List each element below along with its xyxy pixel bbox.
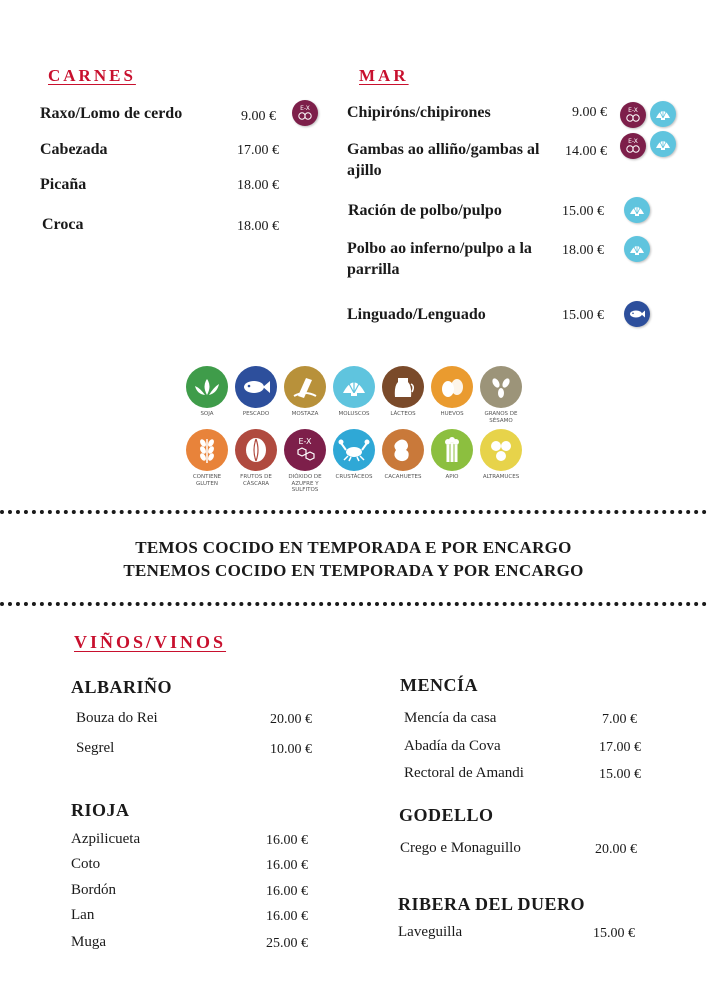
- shell-icon: [624, 197, 650, 223]
- carnes-item-price: 9.00 €: [241, 109, 276, 124]
- carnes-item-name: Raxo/Lomo de cerdo: [40, 105, 183, 122]
- crab-icon: [333, 429, 375, 471]
- wine-name: Bordón: [71, 882, 116, 898]
- wine-price: 15.00 €: [599, 767, 641, 782]
- allergen-crab: [332, 429, 376, 481]
- wine-name: Azpilicueta: [71, 831, 141, 847]
- allergen-wheat: [185, 429, 229, 487]
- allergen-label: CACAHUETES: [384, 474, 422, 480]
- allergen-label: PESCADO: [242, 411, 270, 417]
- mar-item-price: 15.00 €: [562, 308, 604, 323]
- allergen-soy: [185, 366, 229, 418]
- wine-name: Crego e Monaguillo: [400, 840, 521, 856]
- wheat-icon: [186, 429, 228, 471]
- allergen-label: CRUSTÁCEOS: [335, 474, 373, 480]
- sulphite-icon: [284, 429, 326, 471]
- wine-name: Bouza do Rei: [76, 710, 158, 726]
- allergen-label: ALTRAMUCES: [482, 474, 520, 480]
- wine-name: Segrel: [76, 740, 115, 756]
- sulphite-icon: [292, 100, 318, 126]
- sulphite-icon: [620, 133, 646, 159]
- shell-icon: [624, 236, 650, 262]
- allergen-mustard: [283, 366, 327, 418]
- cocido-line-gl: TEMOS COCIDO EN TEMPORADA E POR ENCARGO: [135, 538, 572, 557]
- carnes-item-price: 17.00 €: [237, 143, 279, 158]
- allergen-label: DIÓXIDO DE AZUFRE Y SULFITOS: [288, 474, 322, 493]
- wine-name: Muga: [71, 934, 106, 950]
- wine-price: 16.00 €: [266, 884, 308, 899]
- mar-item-price: 9.00 €: [572, 105, 607, 120]
- wine-price: 25.00 €: [266, 936, 308, 951]
- wine-name: Coto: [71, 856, 101, 872]
- mar-item-name: Gambas ao alliño/gambas al ajillo: [347, 141, 540, 179]
- wine-price: 20.00 €: [595, 842, 637, 857]
- allergen-lupin: [479, 429, 523, 481]
- shell-icon: [650, 101, 676, 127]
- allergen-nut: [234, 429, 278, 487]
- divider: [0, 510, 707, 514]
- allergen-label: CONTIENE GLUTEN: [192, 474, 222, 487]
- celery-icon: [431, 429, 473, 471]
- wine-price: 16.00 €: [266, 833, 308, 848]
- shell-icon: [333, 366, 375, 408]
- ribera-title: RIBERA DEL DUERO: [398, 894, 586, 914]
- wine-name: Lan: [71, 907, 95, 923]
- wine-price: 16.00 €: [266, 858, 308, 873]
- carnes-item-name: Picaña: [40, 176, 87, 193]
- mustard-icon: [284, 366, 326, 408]
- mar-item-price: 18.00 €: [562, 243, 604, 258]
- allergen-peanut: [381, 429, 425, 481]
- mencia-title: MENCÍA: [400, 675, 478, 695]
- mar-item-name: Ración de polbo/pulpo: [348, 202, 502, 219]
- mar-item-name: Polbo ao inferno/pulpo a la parrilla: [347, 240, 532, 278]
- milk-icon: [382, 366, 424, 408]
- allergen-label: FRUTOS DE CÁSCARA: [240, 474, 272, 487]
- lupin-icon: [480, 429, 522, 471]
- allergen-sesame: [479, 366, 523, 424]
- wine-price: 10.00 €: [270, 742, 312, 757]
- allergen-label: HUEVOS: [440, 411, 464, 417]
- sulphite-icon: [620, 102, 646, 128]
- wine-price: 17.00 €: [599, 740, 641, 755]
- fish-icon: [624, 301, 650, 327]
- carnes-item-price: 18.00 €: [237, 178, 279, 193]
- wine-price: 7.00 €: [602, 712, 637, 727]
- allergen-label: LÁCTEOS: [390, 411, 416, 417]
- vinos-title: VIÑOS/VINOS: [74, 632, 227, 652]
- carnes-item-name: Croca: [42, 216, 84, 233]
- albarino-title: ALBARIÑO: [71, 677, 173, 697]
- allergen-label: APIO: [445, 474, 459, 480]
- svg-text:E-X: E-X: [628, 107, 638, 114]
- fish-icon: [235, 366, 277, 408]
- mar-item-name: Chipiróns/chipirones: [347, 104, 491, 121]
- mar-item-name: Linguado/Lenguado: [347, 306, 486, 323]
- allergen-shell: [332, 366, 376, 418]
- allergen-fish: [234, 366, 278, 418]
- wine-price: 15.00 €: [593, 926, 635, 941]
- wine-name: Abadía da Cova: [404, 738, 501, 754]
- allergen-label: MOSTAZA: [291, 411, 319, 417]
- godello-title: GODELLO: [399, 805, 494, 825]
- allergen-label: SOJA: [200, 411, 214, 417]
- soy-icon: [186, 366, 228, 408]
- wine-price: 20.00 €: [270, 712, 312, 727]
- allergen-milk: [381, 366, 425, 418]
- allergen-sulphite: [283, 429, 327, 494]
- rioja-title: RIOJA: [71, 800, 130, 820]
- carnes-item-name: Cabezada: [40, 141, 108, 158]
- wine-price: 16.00 €: [266, 909, 308, 924]
- wine-name: Laveguilla: [398, 924, 463, 940]
- carnes-item-price: 18.00 €: [237, 219, 279, 234]
- cocido-line-es: TENEMOS COCIDO EN TEMPORADA Y POR ENCARGO: [123, 561, 584, 580]
- mar-item-price: 14.00 €: [565, 144, 607, 159]
- sesame-icon: [480, 366, 522, 408]
- mar-item-price: 15.00 €: [562, 204, 604, 219]
- egg-icon: [431, 366, 473, 408]
- svg-text:E-X: E-X: [298, 437, 312, 446]
- mar-title: MAR: [359, 66, 409, 85]
- allergen-egg: [430, 366, 474, 418]
- svg-text:E-X: E-X: [628, 138, 638, 145]
- peanut-icon: [382, 429, 424, 471]
- allergen-label: MOLUSCOS: [338, 411, 370, 417]
- nut-icon: [235, 429, 277, 471]
- wine-name: Rectoral de Amandi: [404, 765, 524, 781]
- allergen-celery: [430, 429, 474, 481]
- allergen-label: GRANOS DE SÉSAMO: [484, 411, 518, 424]
- wine-name: Mencía da casa: [404, 710, 497, 726]
- carnes-title: CARNES: [48, 66, 136, 85]
- shell-icon: [650, 131, 676, 157]
- divider: [0, 602, 707, 606]
- svg-text:E-X: E-X: [300, 105, 310, 112]
